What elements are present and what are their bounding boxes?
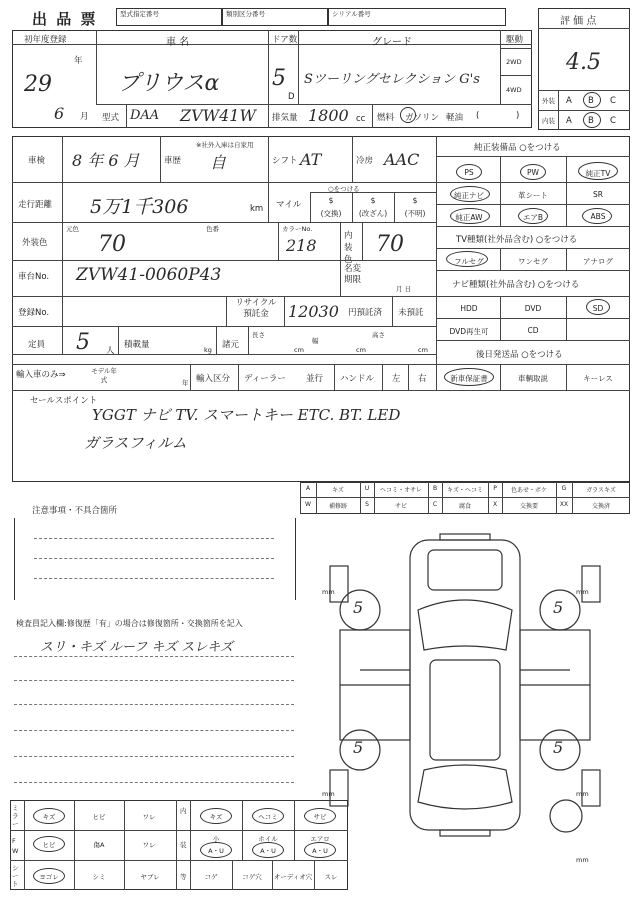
- inspector-note: スリ・キズ ルーフ キズ スレキズ: [40, 640, 233, 655]
- defects-label: 注意事項・不具合箇所: [32, 506, 118, 516]
- interior-cell: サビ: [313, 813, 327, 821]
- legend-code: キズ・ヘコミ: [447, 487, 483, 494]
- door-label: ドア数: [272, 35, 298, 45]
- capacity-label: 定員: [28, 340, 46, 350]
- spare-tire-icon: [550, 800, 582, 832]
- history-value: 自: [210, 153, 227, 172]
- after-keyless: キーレス: [583, 374, 613, 383]
- model-prefix: DAA: [130, 108, 160, 123]
- legend-code: S: [365, 501, 369, 508]
- exterior-color-label: 外装色: [22, 238, 48, 248]
- equip-abs: ABS: [590, 212, 606, 221]
- inspector-label: 検査員記入欄:修復歴「有」の場合は修復箇所・交換箇所を記入: [16, 619, 243, 628]
- navi-dvd: DVD: [524, 304, 542, 313]
- equip-ps: PS: [464, 168, 474, 177]
- interior-cell: スレ: [324, 873, 338, 881]
- interior-cell: 傷A: [93, 841, 105, 849]
- navi-hdd: HDD: [460, 304, 478, 313]
- legend-code: 補修跡: [328, 503, 347, 510]
- legend-code: ヘコミ・オサレ: [380, 487, 422, 494]
- equip-airbag: エアB: [522, 213, 544, 222]
- inspection-label: 車検: [28, 156, 46, 166]
- legend-code: 腐食: [458, 503, 471, 510]
- color-no-label: カラーNo.: [282, 225, 313, 233]
- load-label: 積載量: [124, 340, 150, 350]
- after-manual: 車輌取説: [518, 374, 548, 383]
- legend-code: P: [493, 485, 497, 492]
- legend-code: G: [561, 485, 567, 492]
- first-reg-year: 29: [24, 72, 52, 97]
- interior-color-value: 70: [376, 232, 404, 257]
- after-ship-title: 後日発送品 ○をつける: [476, 350, 563, 360]
- fuel-label: 燃料: [377, 113, 395, 123]
- interior-cell: ヒビ: [92, 813, 106, 821]
- abs-circle: [582, 208, 612, 224]
- navi-cd: CD: [527, 326, 539, 335]
- interior-cell: オーディオ穴: [273, 873, 313, 881]
- rating-label: 評 価 点: [560, 16, 597, 27]
- legend-code: U: [364, 485, 370, 492]
- sales-point-line-1: YGGT ナビ TV. スマートキー ETC. BT. LED: [92, 406, 401, 424]
- tire-fr-depth: 5: [553, 598, 564, 617]
- car-name-label: 車 名: [166, 37, 190, 48]
- equip-genuine-navi: 純正ナビ: [454, 191, 484, 200]
- ac-value: AAC: [384, 150, 420, 169]
- pw-circle: [520, 164, 546, 180]
- interior-label: 内装: [542, 117, 555, 125]
- legend-code: W: [305, 501, 311, 508]
- interior-cell: ヘコミ: [258, 813, 278, 821]
- exterior-color-value: 70: [98, 232, 126, 257]
- title-change-label: 名変期限: [344, 264, 362, 285]
- interior-circle: [33, 836, 65, 852]
- interior-circle: [33, 868, 65, 884]
- ext-grade-circle: [583, 92, 601, 108]
- recycle-value: 12030: [288, 302, 339, 321]
- category-label: 類別区分番号: [226, 10, 265, 18]
- mileage-label: 走行距離: [18, 200, 53, 210]
- registration-label: 登録No.: [18, 308, 50, 318]
- shift-label: シフト: [272, 156, 298, 166]
- chassis-value: ZVW41-0060P43: [76, 265, 222, 285]
- equip-genuine-tv: 純正TV: [585, 169, 611, 178]
- model-value: ZVW41W: [180, 106, 256, 125]
- form-title: 出 品 票: [32, 10, 98, 28]
- warranty-circle: [444, 368, 494, 386]
- history-label: 車歴: [164, 156, 182, 166]
- import-label: 輸入車のみ⇒: [16, 370, 66, 380]
- equipment-title: 純正装備品 ○をつける: [474, 143, 561, 153]
- interior-cell: コゲ穴: [242, 873, 262, 881]
- displacement-value: 1800: [308, 106, 349, 125]
- mileage-value: 5万1千306: [90, 196, 189, 218]
- after-warranty: 新車保証書: [450, 374, 488, 383]
- sales-point-line-2: ガラスフィルム: [84, 434, 187, 452]
- mile-label: マイル: [276, 200, 302, 210]
- tire-fl-depth: 5: [353, 598, 364, 617]
- ps-circle: [456, 164, 482, 180]
- capacity-value: 5: [76, 330, 90, 355]
- legend-code: X: [492, 501, 498, 508]
- car-name-value: プリウスα: [118, 71, 220, 96]
- interior-cell: A・U: [208, 847, 224, 855]
- tv-fullseg: フルセグ: [454, 257, 484, 266]
- interior-circle: [200, 808, 232, 824]
- type-designation-label: 型式指定番号: [120, 10, 159, 18]
- legend-code: キズ: [332, 487, 344, 494]
- equip-genuine-aw: 純正AW: [455, 213, 483, 222]
- drive-label: 駆動: [506, 35, 524, 45]
- legend-code: ガラスキズ: [586, 487, 616, 494]
- navi-type-title: ナビ種類(社外品含む) ○をつける: [452, 280, 580, 290]
- serial-number-label: シリアル番号: [332, 10, 371, 18]
- car-damage-diagram: [300, 520, 630, 860]
- interior-color-label: 内装色: [344, 231, 353, 265]
- interior-circle: [252, 842, 284, 858]
- interior-cell: ワレ: [142, 813, 156, 821]
- defects-bracket: [14, 518, 296, 600]
- legend-code: 交換要: [519, 503, 538, 510]
- interior-cell: ヒビ: [42, 841, 56, 849]
- ac-label: 冷房: [356, 156, 374, 166]
- interior-cell: A・U: [260, 847, 276, 855]
- airbag-circle: [518, 208, 548, 224]
- navi-sd: SD: [592, 304, 604, 313]
- displacement-label: 排気量: [272, 113, 298, 123]
- interior-cell: A・U: [312, 847, 328, 855]
- chassis-label: 車台No.: [18, 272, 50, 282]
- tire-rl-depth: 5: [353, 738, 364, 757]
- interior-cell: ヤブレ: [140, 873, 160, 881]
- legend-code: A: [305, 485, 311, 492]
- legend-code: サビ: [394, 503, 407, 510]
- interior-cell: ワレ: [142, 841, 156, 849]
- grade-label: グレード: [372, 37, 412, 48]
- model-label: 型式: [102, 113, 120, 123]
- equip-pw: PW: [527, 168, 539, 177]
- legend-code: XX: [559, 501, 569, 508]
- interior-circle: [304, 842, 336, 858]
- tv-circle: [578, 162, 618, 180]
- interior-cell: キズ: [209, 813, 223, 821]
- navi-circle: [450, 186, 490, 202]
- sd-circle: [586, 299, 610, 315]
- door-value: 5: [272, 66, 286, 91]
- exterior-label: 外装: [542, 97, 555, 105]
- color-no-value: 218: [286, 236, 317, 255]
- fuel-gasoline-circle: [400, 107, 416, 123]
- tv-oneseg: ワンセグ: [518, 257, 548, 266]
- inspection-value: 8 年 6 月: [72, 151, 140, 170]
- interior-circle: [200, 842, 232, 858]
- legend-code: C: [432, 501, 438, 508]
- tire-rr-depth: 5: [553, 738, 564, 757]
- shift-value: AT: [300, 150, 322, 169]
- aw-circle: [450, 208, 490, 224]
- interior-circle: [304, 808, 336, 824]
- first-reg-month: 6: [54, 104, 65, 123]
- equip-leather: 革シート: [518, 191, 548, 200]
- recycle-label: リサイクル預託金: [235, 298, 277, 319]
- int-grade-circle: [583, 112, 601, 128]
- legend-code: 交換済: [591, 503, 610, 510]
- legend-code: 色あせ・ボケ: [510, 487, 547, 494]
- spec-label: 諸元: [222, 340, 240, 350]
- fullseg-circle: [446, 251, 488, 267]
- first-registration-label: 初年度登録: [24, 35, 67, 45]
- sales-point-label: セールスポイント: [30, 396, 98, 406]
- interior-cell: キズ: [42, 813, 56, 821]
- interior-circle: [252, 808, 284, 824]
- tv-analog: アナログ: [583, 257, 613, 266]
- interior-cell: 小: [212, 835, 220, 843]
- interior-cell: コゲ: [204, 873, 218, 881]
- rating-value: 4.5: [566, 50, 601, 75]
- legend-code: B: [432, 485, 438, 492]
- interior-cell: エアロ: [310, 835, 330, 843]
- interior-cell: ホイル: [258, 835, 278, 843]
- equip-sr: SR: [593, 190, 603, 199]
- tv-type-title: TV種類(社外品含む) ○をつける: [456, 235, 578, 245]
- navi-dvd-play: DVD再生可: [449, 327, 489, 336]
- grade-value: Sツーリングセレクション G's: [304, 72, 480, 87]
- interior-circle: [33, 808, 65, 824]
- interior-cell: シミ: [92, 873, 106, 881]
- interior-cell: ヨゴレ: [39, 873, 59, 881]
